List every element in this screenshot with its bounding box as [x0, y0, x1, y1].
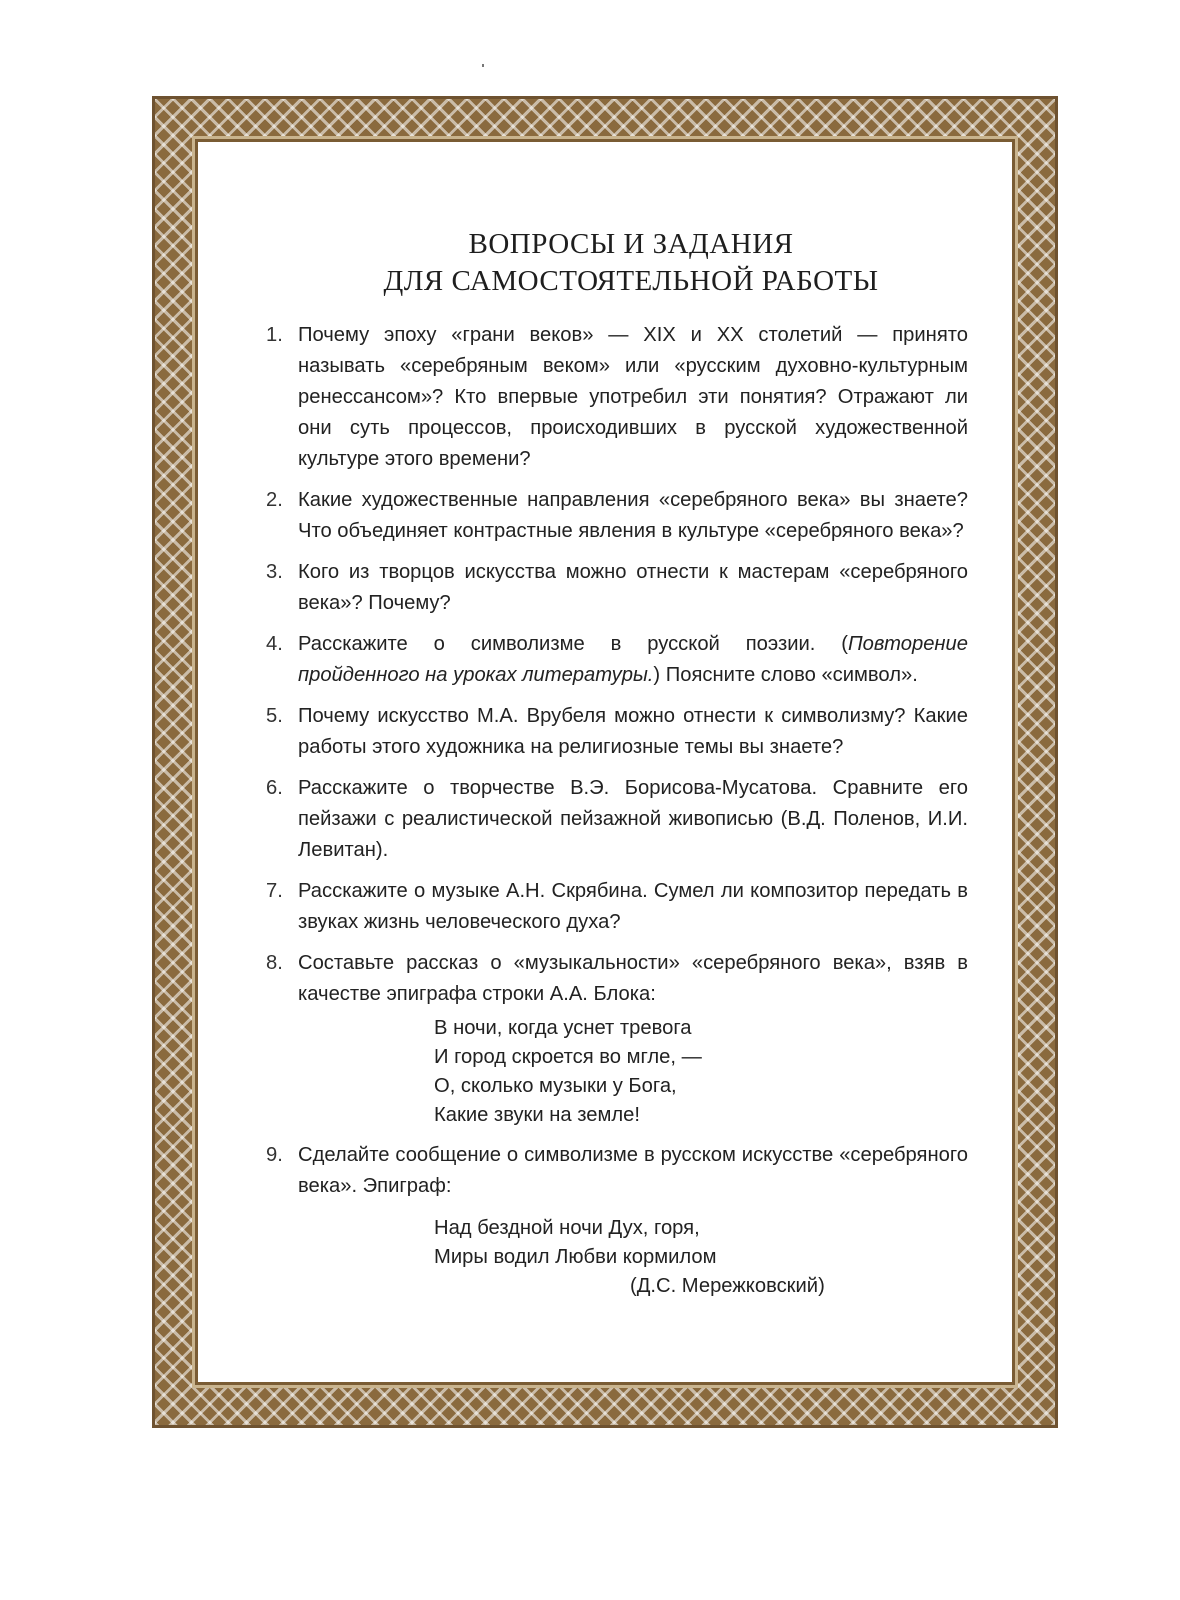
- epigraph-poem-merezhkovsky: [434, 1214, 968, 1301]
- question-7: [238, 876, 968, 938]
- page-content: [238, 226, 968, 1311]
- poem-line: И город скроется во мгле, —: [434, 1046, 702, 1068]
- question-3: [238, 557, 968, 619]
- poem-line: О, сколько музыки у Бога,: [434, 1075, 677, 1097]
- question-9: [238, 1140, 968, 1301]
- question-text: Расскажите о творчестве В.Э. Борисова-Мусатова. Сравните его пейзажи с реалистической пейзажной живописью (В.Д. Поленов, И.И. Левитан).: [298, 777, 968, 861]
- question-text: Сделайте сообщение о символизме в русском искусстве «серебряного века». Эпиграф:: [298, 1144, 968, 1197]
- print-mark: [482, 64, 484, 67]
- poem-author: (Д.С. Мережковский): [630, 1275, 825, 1297]
- question-text-italic: Повторение пройденного на уроках литературы.: [298, 633, 968, 686]
- question-text-part: ) Поясните слово «символ».: [653, 664, 918, 686]
- question-number: 8.: [266, 952, 283, 974]
- question-text: Кого из творцов искусства можно отнести к мастерам «серебряного века»? Почему?: [298, 561, 968, 614]
- poem-line: Миры водил Любви кормилом: [434, 1246, 717, 1268]
- question-text: Какие художественные направления «серебряного века» вы знаете? Что объединяет контрастные явления в культуре «серебряного века»?: [298, 489, 968, 542]
- title-line-1: ВОПРОСЫ И ЗАДАНИЯ: [468, 228, 794, 260]
- question-1: [238, 320, 968, 475]
- question-number: 3.: [266, 561, 283, 583]
- epigraph-poem-blok: [434, 1014, 968, 1130]
- question-number: 4.: [266, 633, 283, 655]
- question-2: [238, 485, 968, 547]
- question-number: 1.: [266, 324, 283, 346]
- question-8: [238, 948, 968, 1130]
- question-5: [238, 701, 968, 763]
- page-title: [294, 226, 968, 300]
- question-4: [238, 629, 968, 691]
- question-number: 2.: [266, 489, 283, 511]
- question-number: 7.: [266, 880, 283, 902]
- question-number: 5.: [266, 705, 283, 727]
- poem-line: Над бездной ночи Дух, горя,: [434, 1217, 700, 1239]
- questions-list: [238, 320, 968, 1301]
- question-6: [238, 773, 968, 866]
- title-line-2: ДЛЯ САМОСТОЯТЕЛЬНОЙ РАБОТЫ: [383, 265, 879, 297]
- question-number: 9.: [266, 1144, 283, 1166]
- question-text-part: Расскажите о символизме в русской поэзии. (: [298, 633, 848, 655]
- question-text: Расскажите о музыке А.Н. Скрябина. Сумел ли композитор передать в звуках жизнь человеческого духа?: [298, 880, 968, 933]
- question-text: Составьте рассказ о «музыкальности» «серебряного века», взяв в качестве эпиграфа строки А.А. Блока:: [298, 952, 968, 1005]
- question-text: Почему искусство М.А. Врубеля можно отнести к символизму? Какие работы этого художника на религиозные темы вы знаете?: [298, 705, 968, 758]
- question-text: Почему эпоху «грани веков» — XIX и XX столетий — принято называть «серебряным веком» или «русским духовно-культурным ренессансом»? Кто впервые употребил эти понятия? Отражают ли они суть процессов, происходивших в русской художественной культуре этого времени?: [298, 324, 968, 470]
- poem-line: Какие звуки на земле!: [434, 1104, 641, 1126]
- question-number: 6.: [266, 777, 283, 799]
- question-text: [296, 629, 968, 691]
- poem-line: В ночи, когда уснет тревога: [434, 1017, 692, 1039]
